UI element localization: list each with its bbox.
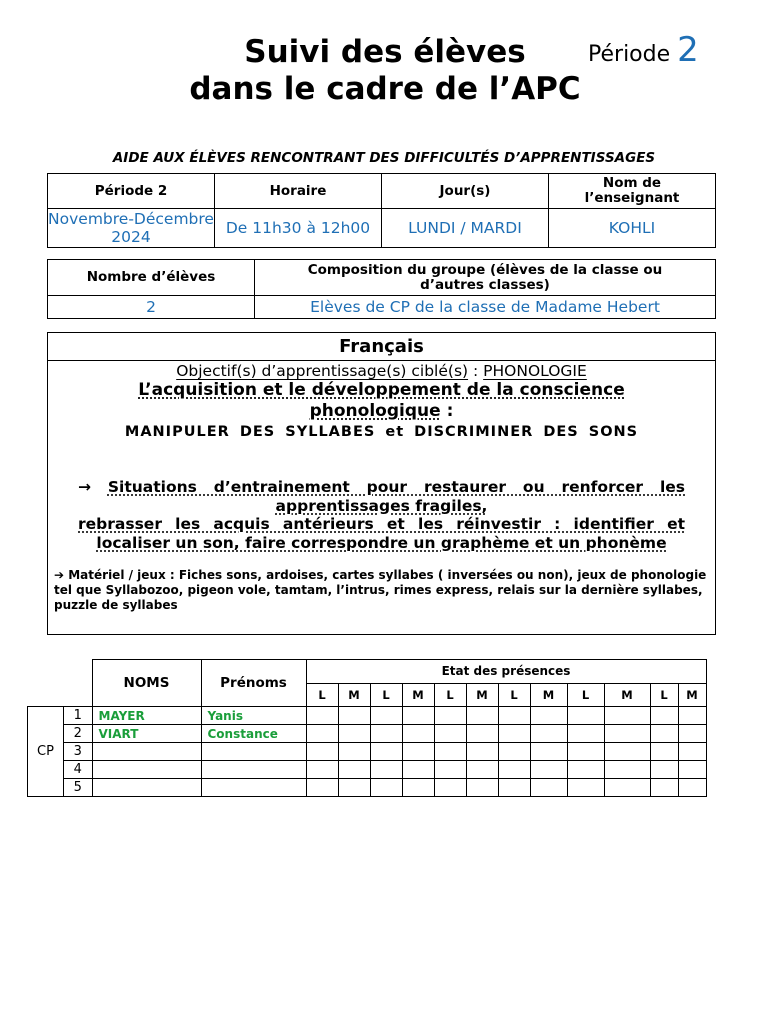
row-number: 4 (64, 761, 93, 779)
situations-line-4: localiser un son, faire correspondre un graphème et un phonème (96, 533, 667, 552)
day-header: L (370, 683, 402, 707)
manipuler-line: MANIPULER DES SYLLABES et DISCRIMINER DES SONS (124, 424, 639, 440)
day-header: M (604, 683, 650, 707)
presence-cell[interactable] (650, 779, 678, 797)
subtitle: AIDE AUX ÉLÈVES RENCONTRANT DES DIFFICULTÉS D’APPRENTISSAGES (112, 150, 656, 166)
presence-cell[interactable] (370, 707, 402, 725)
info-table-header-row (48, 174, 716, 209)
periode-indicator (588, 30, 699, 70)
presence-cell[interactable] (604, 779, 650, 797)
presence-cell[interactable] (402, 707, 434, 725)
presence-cell[interactable] (306, 743, 338, 761)
objectif-line (78, 362, 685, 380)
presence-cell[interactable] (402, 779, 434, 797)
presence-cell[interactable] (466, 725, 498, 743)
class-label: CP (28, 707, 64, 797)
header-enseignant: Nom de l’enseignant (549, 174, 716, 209)
presence-cell[interactable] (466, 707, 498, 725)
presence-cell[interactable] (678, 743, 706, 761)
presence-cell[interactable] (530, 707, 567, 725)
situations-block (78, 478, 685, 552)
attendance-header-row-1 (28, 660, 707, 684)
day-header: M (678, 683, 706, 707)
presence-cell[interactable] (498, 707, 530, 725)
title-line-2: dans le cadre de l’APC (189, 71, 581, 107)
presence-cell[interactable] (306, 707, 338, 725)
header-jours: Jour(s) (382, 174, 549, 209)
student-nom (92, 761, 201, 779)
presence-cell[interactable] (434, 761, 466, 779)
header-composition: Composition du groupe (élèves de la classe ou d’autres classes) (255, 260, 716, 296)
value-horaire: De 11h30 à 12h00 (215, 209, 382, 248)
group-table-header-row (48, 260, 716, 296)
francais-section (47, 332, 716, 635)
presence-cell[interactable] (402, 725, 434, 743)
presence-cell[interactable] (530, 779, 567, 797)
presence-cell[interactable] (604, 743, 650, 761)
table-row (28, 725, 707, 743)
situations-line-2: apprentissages fragiles, (275, 496, 488, 515)
col-header-noms: NOMS (92, 660, 201, 707)
attendance-table (27, 659, 707, 797)
presence-cell[interactable] (604, 725, 650, 743)
header-periode: Période 2 (48, 174, 215, 209)
materiel-text: Matériel / jeux : Fiches sons, ardoises, cartes syllabes ( inversées ou non), jeux de phonologie tel que Syllabozoo, pigeon vole, tamtam, l’intrus, rimes express, relais sur la dernière syllabes, puzzle de syllabes (54, 568, 707, 612)
objectif-label: Objectif(s) d’apprentissage(s) ciblé(s) (176, 362, 469, 380)
presence-cell[interactable] (650, 761, 678, 779)
presence-cell[interactable] (678, 725, 706, 743)
periode-label: Période (588, 42, 671, 67)
presence-cell[interactable] (650, 707, 678, 725)
presence-cell[interactable] (498, 743, 530, 761)
presence-cell[interactable] (338, 779, 370, 797)
title-line-1: Suivi des élèves (244, 34, 526, 70)
presence-cell[interactable] (567, 743, 604, 761)
presence-cell[interactable] (338, 707, 370, 725)
situations-line-1: Situations d’entrainement pour restaurer ou renforcer les (107, 478, 685, 496)
table-row (28, 779, 707, 797)
presence-cell[interactable] (498, 779, 530, 797)
presence-cell[interactable] (466, 761, 498, 779)
student-prenom (201, 743, 306, 761)
presence-cell[interactable] (434, 725, 466, 743)
francais-heading: Français (48, 333, 715, 361)
presence-cell[interactable] (498, 725, 530, 743)
student-prenom: Constance (201, 725, 306, 743)
presence-cell[interactable] (678, 707, 706, 725)
day-header: L (498, 683, 530, 707)
attendance-body (28, 707, 707, 797)
presence-cell[interactable] (650, 725, 678, 743)
acquisition-line-2: phonologique (309, 401, 441, 421)
acquisition-colon: : (440, 401, 454, 421)
student-prenom (201, 761, 306, 779)
presence-cell[interactable] (306, 761, 338, 779)
table-row (28, 707, 707, 725)
situations-line-3: rebrasser les acquis antérieurs et les réinvestir : identifier et (78, 515, 685, 533)
periode-number: 2 (677, 30, 699, 70)
value-composition: Elèves de CP de la classe de Madame Hebert (255, 296, 716, 319)
empty-corner-2 (64, 660, 93, 707)
empty-corner (28, 660, 64, 707)
row-number: 5 (64, 779, 93, 797)
day-header: L (567, 683, 604, 707)
student-nom (92, 743, 201, 761)
presence-cell[interactable] (604, 707, 650, 725)
presence-cell[interactable] (370, 779, 402, 797)
header-nombre-eleves: Nombre d’élèves (48, 260, 255, 296)
col-header-etat: Etat des présences (306, 660, 706, 684)
student-prenom (201, 779, 306, 797)
presence-cell[interactable] (530, 725, 567, 743)
value-periode: Novembre-Décembre 2024 (48, 210, 214, 246)
value-jours: LUNDI / MARDI (382, 209, 549, 248)
materiel-block (54, 568, 709, 613)
presence-cell[interactable] (650, 743, 678, 761)
row-number: 1 (64, 707, 93, 725)
presence-cell[interactable] (466, 779, 498, 797)
presence-cell[interactable] (678, 779, 706, 797)
presence-cell[interactable] (567, 707, 604, 725)
presence-cell[interactable] (338, 743, 370, 761)
presence-cell[interactable] (370, 725, 402, 743)
table-row (28, 761, 707, 779)
francais-body (48, 362, 715, 552)
group-table-value-row (48, 296, 716, 319)
objectif-separator: : (468, 362, 484, 380)
acquisition-line-1: L’acquisition et le développement de la conscience (138, 380, 625, 400)
presence-cell[interactable] (434, 743, 466, 761)
arrow-icon: → (78, 478, 108, 496)
value-nombre-eleves: 2 (48, 296, 255, 319)
presence-cell[interactable] (338, 761, 370, 779)
presence-cell[interactable] (370, 761, 402, 779)
presence-cell[interactable] (306, 779, 338, 797)
col-header-prenoms: Prénoms (201, 660, 306, 707)
acquisition-block (78, 380, 685, 422)
day-header: L (434, 683, 466, 707)
presence-cell[interactable] (530, 743, 567, 761)
day-header: L (306, 683, 338, 707)
info-table-value-row (48, 209, 716, 248)
student-nom: MAYER (92, 707, 201, 725)
info-table (47, 173, 716, 248)
presence-cell[interactable] (434, 779, 466, 797)
day-header: M (338, 683, 370, 707)
presence-cell[interactable] (338, 725, 370, 743)
table-row (28, 743, 707, 761)
value-enseignant: KOHLI (549, 209, 716, 248)
objectif-value: PHONOLOGIE (483, 362, 587, 380)
header-horaire: Horaire (215, 174, 382, 209)
day-header: M (466, 683, 498, 707)
day-header: M (402, 683, 434, 707)
presence-cell[interactable] (567, 779, 604, 797)
presence-cell[interactable] (604, 761, 650, 779)
row-number: 3 (64, 743, 93, 761)
right-arrow-icon: ➔ (54, 568, 69, 582)
page-title (150, 34, 620, 108)
student-nom (92, 779, 201, 797)
day-header: M (530, 683, 567, 707)
presence-cell[interactable] (678, 761, 706, 779)
group-table (47, 259, 716, 319)
presence-cell[interactable] (466, 743, 498, 761)
presence-cell[interactable] (498, 761, 530, 779)
presence-cell[interactable] (567, 725, 604, 743)
presence-cell[interactable] (434, 707, 466, 725)
presence-cell[interactable] (306, 725, 338, 743)
student-prenom: Yanis (201, 707, 306, 725)
presence-cell[interactable] (567, 761, 604, 779)
presence-cell[interactable] (370, 743, 402, 761)
day-header: L (650, 683, 678, 707)
row-number: 2 (64, 725, 93, 743)
presence-cell[interactable] (402, 743, 434, 761)
presence-cell[interactable] (402, 761, 434, 779)
presence-cell[interactable] (530, 761, 567, 779)
student-nom: VIART (92, 725, 201, 743)
